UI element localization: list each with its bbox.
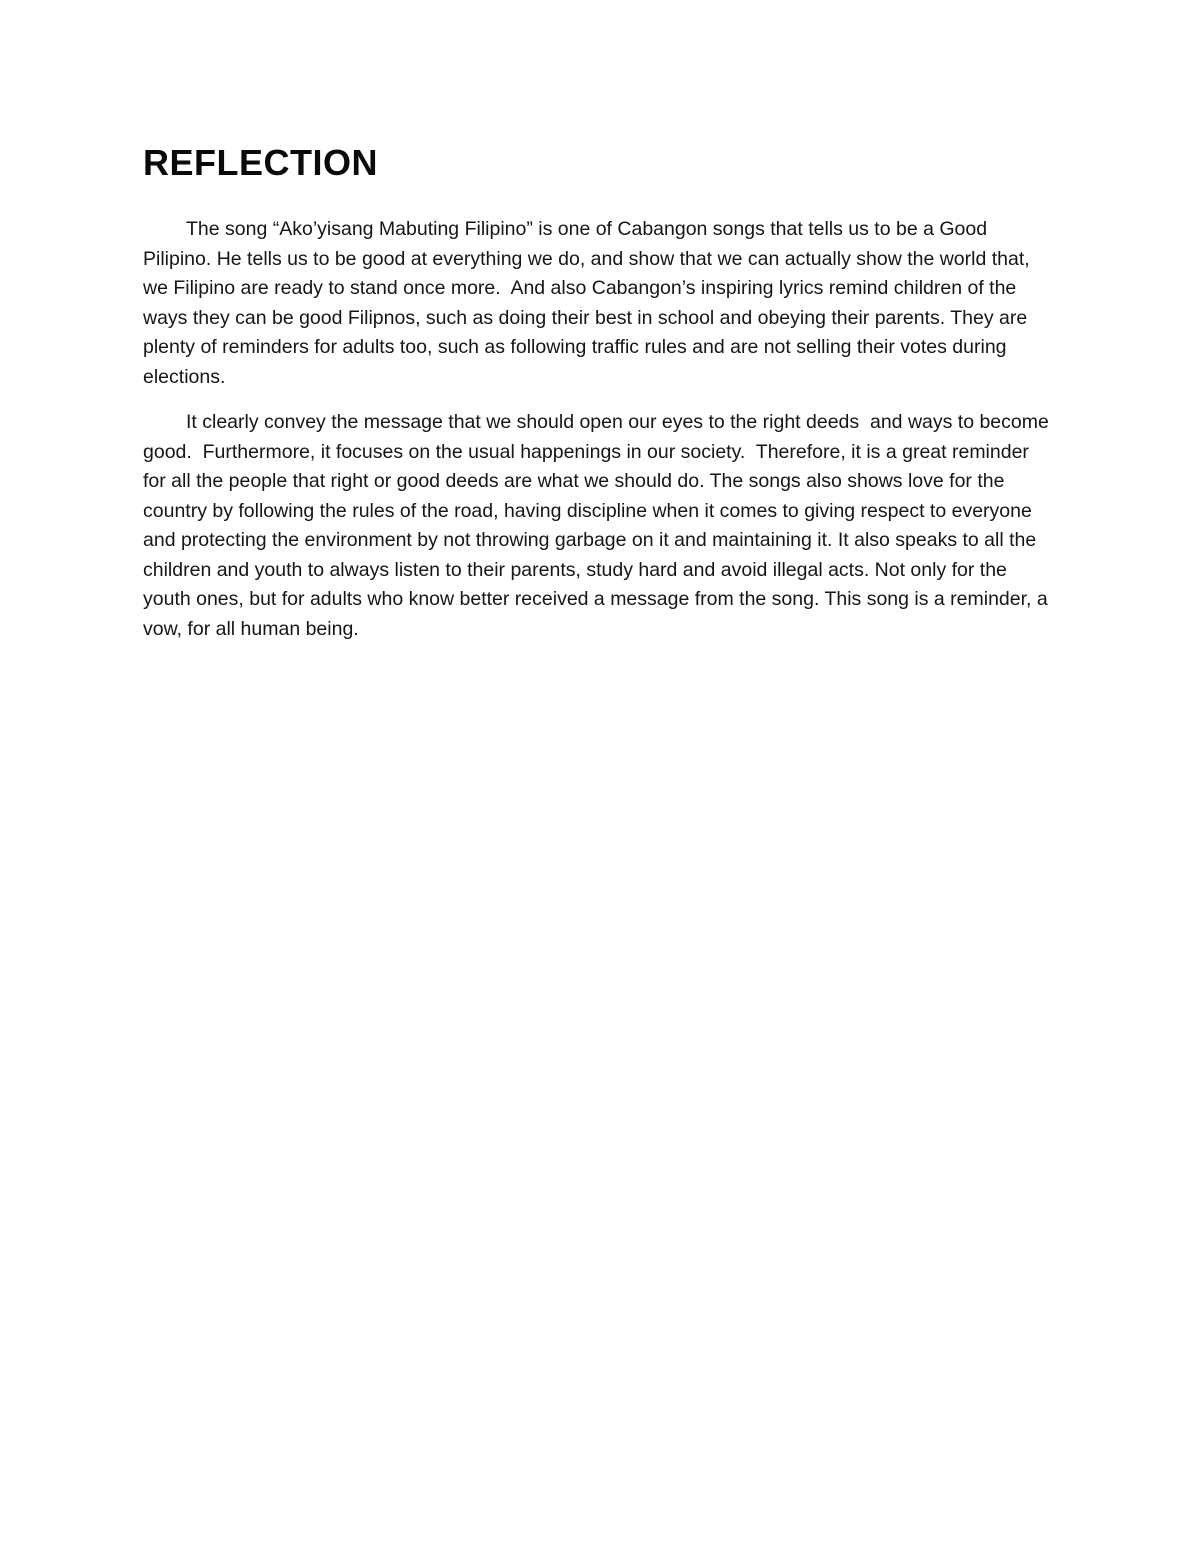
paragraph-2: It clearly convey the message that we should open our eyes to the right deeds and ways to become good. Furthermore, it focuses on the usual happenings in our society. Therefore, it is a great reminder for all the people that right or good deeds are what we should do. The songs also shows love for the country by following the rules of the road, having discipline when it comes to giving respect to everyone and protecting the environment by not throwing garbage on it and maintaining it. It also speaks to all the children and youth to always listen to their parents, study hard and avoid illegal acts. Not only for the youth ones, but for adults who know better received a message from the song. This song is a reminder, a vow, for all human being. (143, 411, 1055, 640)
page-title: REFLECTION (143, 142, 378, 183)
paragraph-1: The song “Ako’yisang Mabuting Filipino” is one of Cabangon songs that tells us to be a Good Pilipino. He tells us to be good at everything we do, and show that we can actually show the world that, we Filipino are ready to stand once more. And also Cabangon’s inspiring lyrics remind children of the ways they can be good Filipnos, such as doing their best in school and obeying their parents. They are plenty of reminders for adults too, such as following traffic rules and are not selling their votes during elections. (143, 218, 1036, 388)
